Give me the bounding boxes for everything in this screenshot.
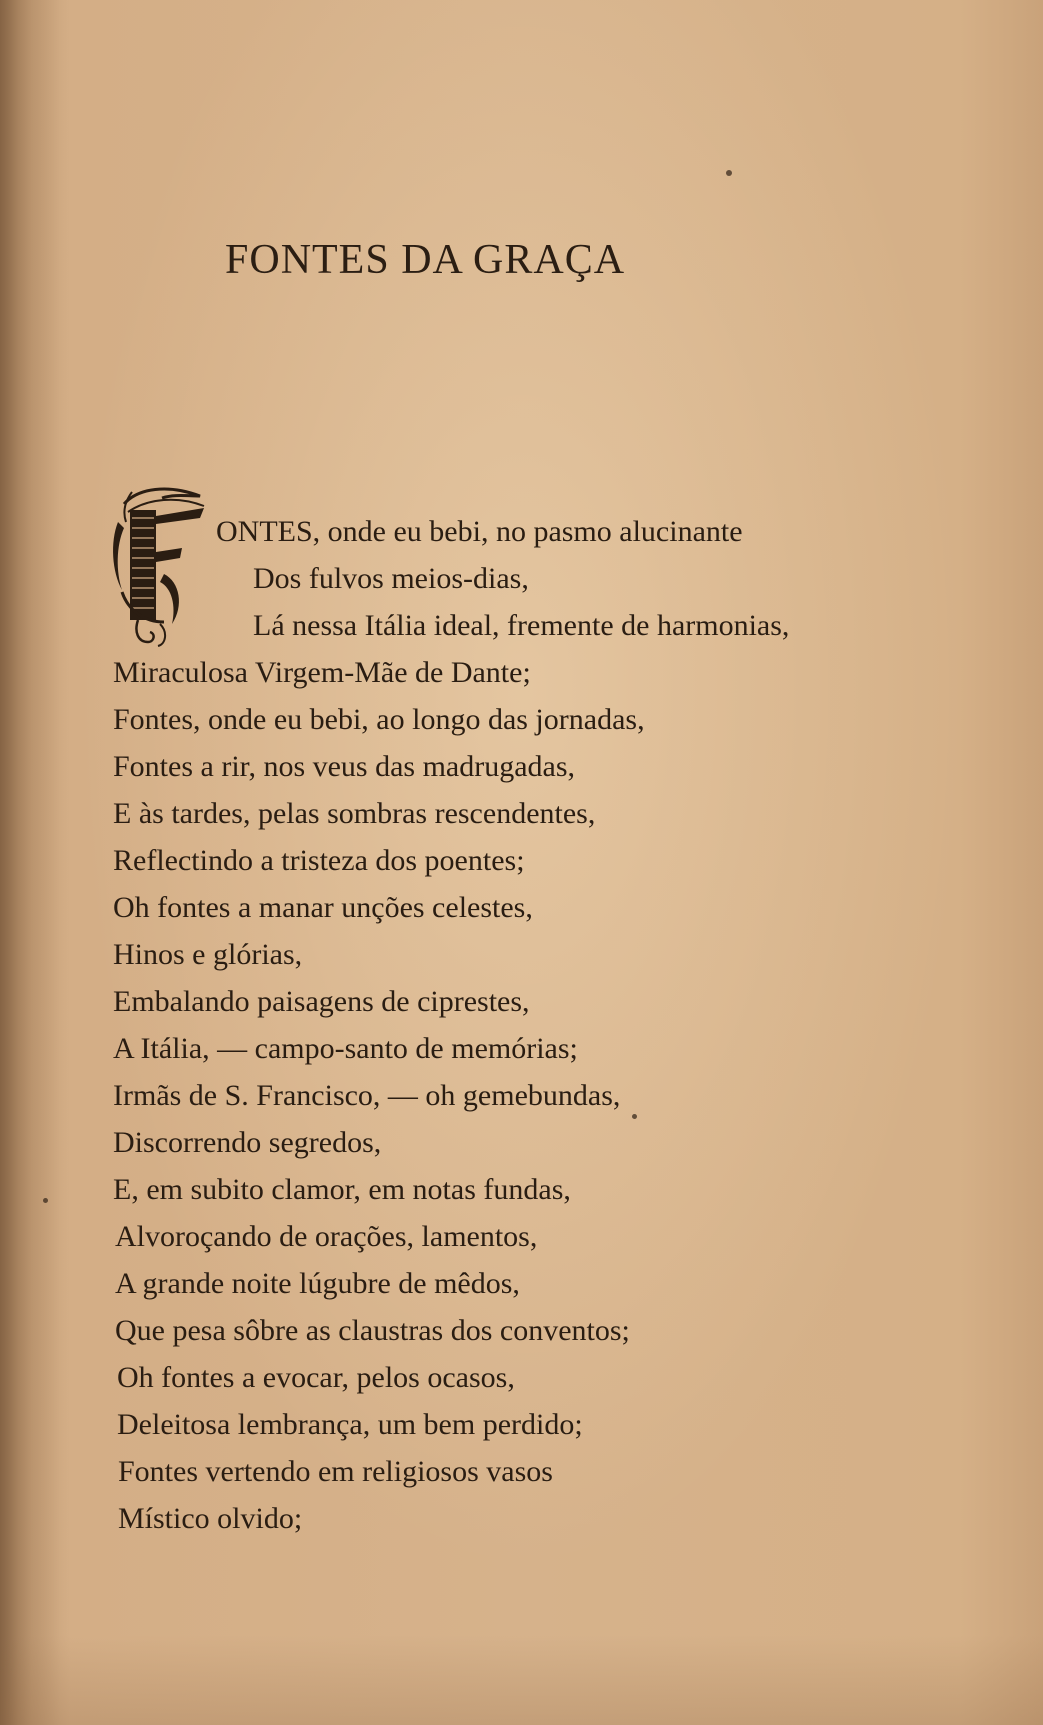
verse-line: Dos fulvos meios-dias,	[253, 562, 529, 595]
verse-line: Lá nessa Itália ideal, fremente de harmonias,	[253, 609, 790, 642]
ink-speck	[43, 1198, 48, 1203]
verse-line: Fontes vertendo em religiosos vasos	[118, 1455, 553, 1488]
verse-line: Que pesa sôbre as claustras dos conventos;	[115, 1314, 630, 1347]
verse-line: Deleitosa lembrança, um bem perdido;	[117, 1408, 583, 1441]
verse-line: Miraculosa Virgem-Mãe de Dante;	[113, 656, 531, 689]
verse-line: Embalando paisagens de ciprestes,	[113, 985, 530, 1018]
poem-title: FONTES DA GRAÇA	[225, 237, 626, 283]
verse-line: Fontes, onde eu bebi, ao longo das jornadas,	[113, 703, 645, 736]
verse-line: A grande noite lúgubre de mêdos,	[115, 1267, 520, 1300]
verse-line: Irmãs de S. Francisco, — oh gemebundas,	[113, 1079, 621, 1112]
verse-line: E às tardes, pelas sombras rescendentes,	[113, 797, 596, 830]
ink-speck	[632, 1114, 637, 1119]
verse-line: ONTES, onde eu bebi, no pasmo alucinante	[216, 515, 743, 548]
verse-line: Oh fontes a manar unções celestes,	[113, 891, 533, 924]
verse-line: Místico olvido;	[118, 1502, 303, 1535]
verse-line: Fontes a rir, nos veus das madrugadas,	[113, 750, 576, 783]
ornamental-drop-cap-f	[108, 482, 212, 648]
ink-speck	[726, 170, 732, 176]
verse-line: A Itália, — campo-santo de memórias;	[113, 1032, 578, 1065]
verse-line: Reflectindo a tristeza dos poentes;	[113, 844, 525, 877]
verse-line: Oh fontes a evocar, pelos ocasos,	[117, 1361, 515, 1394]
verse-line: Alvoroçando de orações, lamentos,	[115, 1220, 538, 1253]
verse-line: E, em subito clamor, em notas fundas,	[113, 1173, 571, 1206]
verse-line: Discorrendo segredos,	[113, 1126, 382, 1159]
verse-line: Hinos e glórias,	[113, 938, 303, 971]
